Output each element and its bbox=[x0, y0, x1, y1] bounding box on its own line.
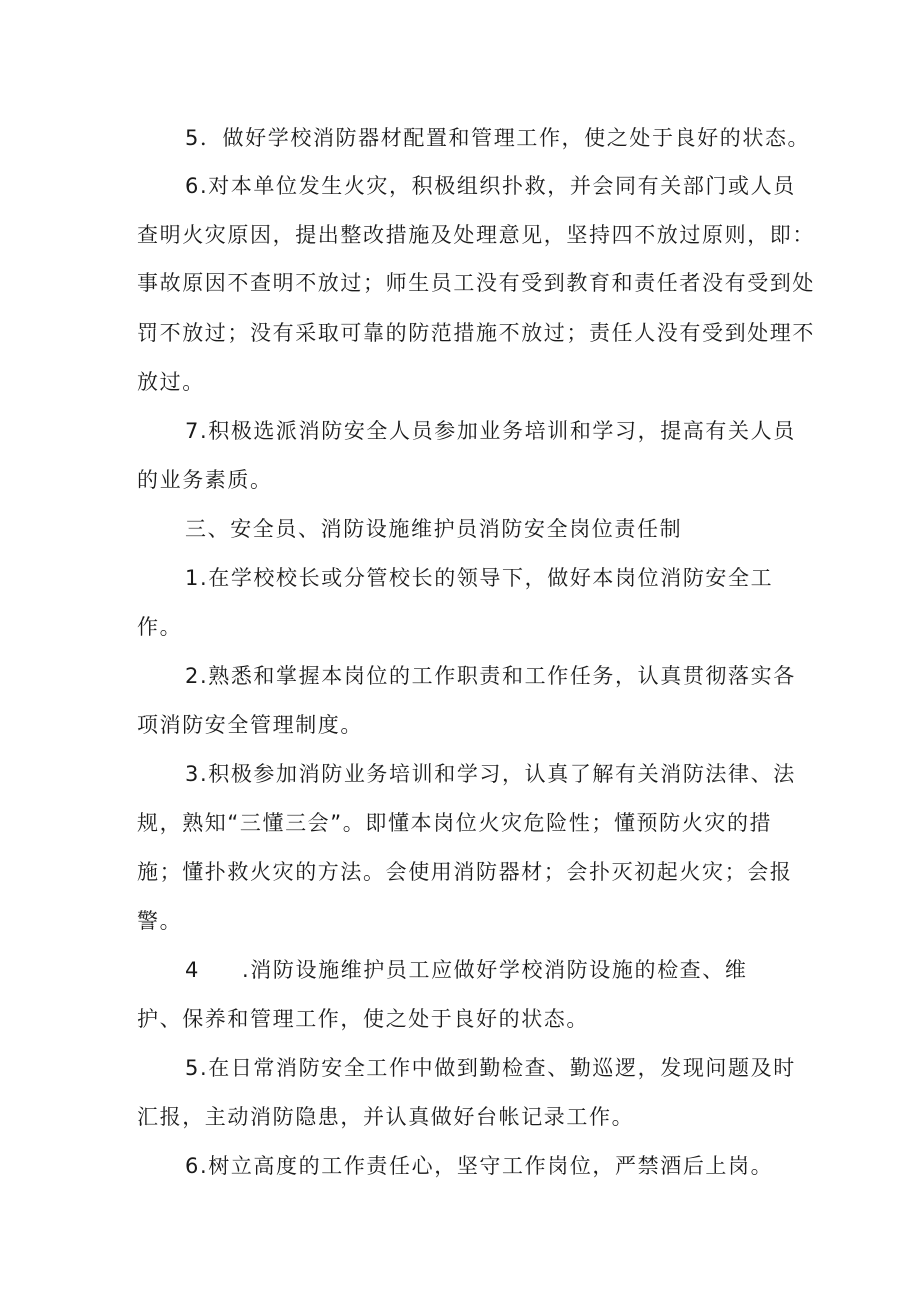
text-line: 查明火灾原因，提出整改措施及处理意见，坚持四不放过原则，即： bbox=[137, 223, 815, 247]
text-line: 的业务素质。 bbox=[137, 468, 273, 492]
item-number: 4 bbox=[185, 958, 200, 982]
text-line: 1.在学校校长或分管校长的领导下，做好本岗位消防安全工 bbox=[185, 566, 774, 590]
text-line: 5.在日常消防安全工作中做到勤检查、勤巡逻，发现问题及时 bbox=[185, 1056, 796, 1080]
text-line: 护、保养和管理工作，使之处于良好的状态。 bbox=[137, 1007, 589, 1031]
text-line: 项消防安全管理制度。 bbox=[137, 713, 363, 737]
text-line: 放过。 bbox=[137, 370, 205, 394]
text-line: 2.熟悉和掌握本岗位的工作职责和工作任务，认真贯彻落实各 bbox=[185, 664, 796, 688]
section-heading: 三、安全员、消防设施维护员消防安全岗位责任制 bbox=[185, 517, 683, 541]
text-line: .消防设施维护员工应做好学校消防设施的检查、维 bbox=[242, 958, 748, 982]
text-line: 汇报，主动消防隐患，并认真做好台帐记录工作。 bbox=[137, 1105, 635, 1129]
text-line: 5．做好学校消防器材配置和管理工作，使之处于良好的状态。 bbox=[185, 126, 811, 150]
text-line: 警。 bbox=[137, 909, 183, 933]
text-line: 6.对本单位发生火灾，积极组织扑救，并会同有关部门或人员 bbox=[185, 174, 796, 198]
text-line: 作。 bbox=[137, 615, 183, 639]
text-line: 7.积极选派消防安全人员参加业务培训和学习，提高有关人员 bbox=[185, 419, 796, 443]
text-line: 3.积极参加消防业务培训和学习，认真了解有关消防法律、法 bbox=[185, 762, 796, 786]
text-line: 规，熟知“三懂三会”。即懂本岗位火灾危险性；懂预防火灾的措 bbox=[137, 811, 773, 835]
text-line: 6.树立高度的工作责任心，坚守工作岗位，严禁酒后上岗。 bbox=[185, 1154, 774, 1178]
text-line: 罚不放过；没有采取可靠的防范措施不放过；责任人没有受到处理不 bbox=[137, 321, 815, 345]
text-line: 事故原因不查明不放过；师生员工没有受到教育和责任者没有受到处 bbox=[137, 271, 815, 295]
text-line: 施；懂扑救火灾的方法。会使用消防器材；会扑灭初起火灾；会报 bbox=[137, 860, 793, 884]
